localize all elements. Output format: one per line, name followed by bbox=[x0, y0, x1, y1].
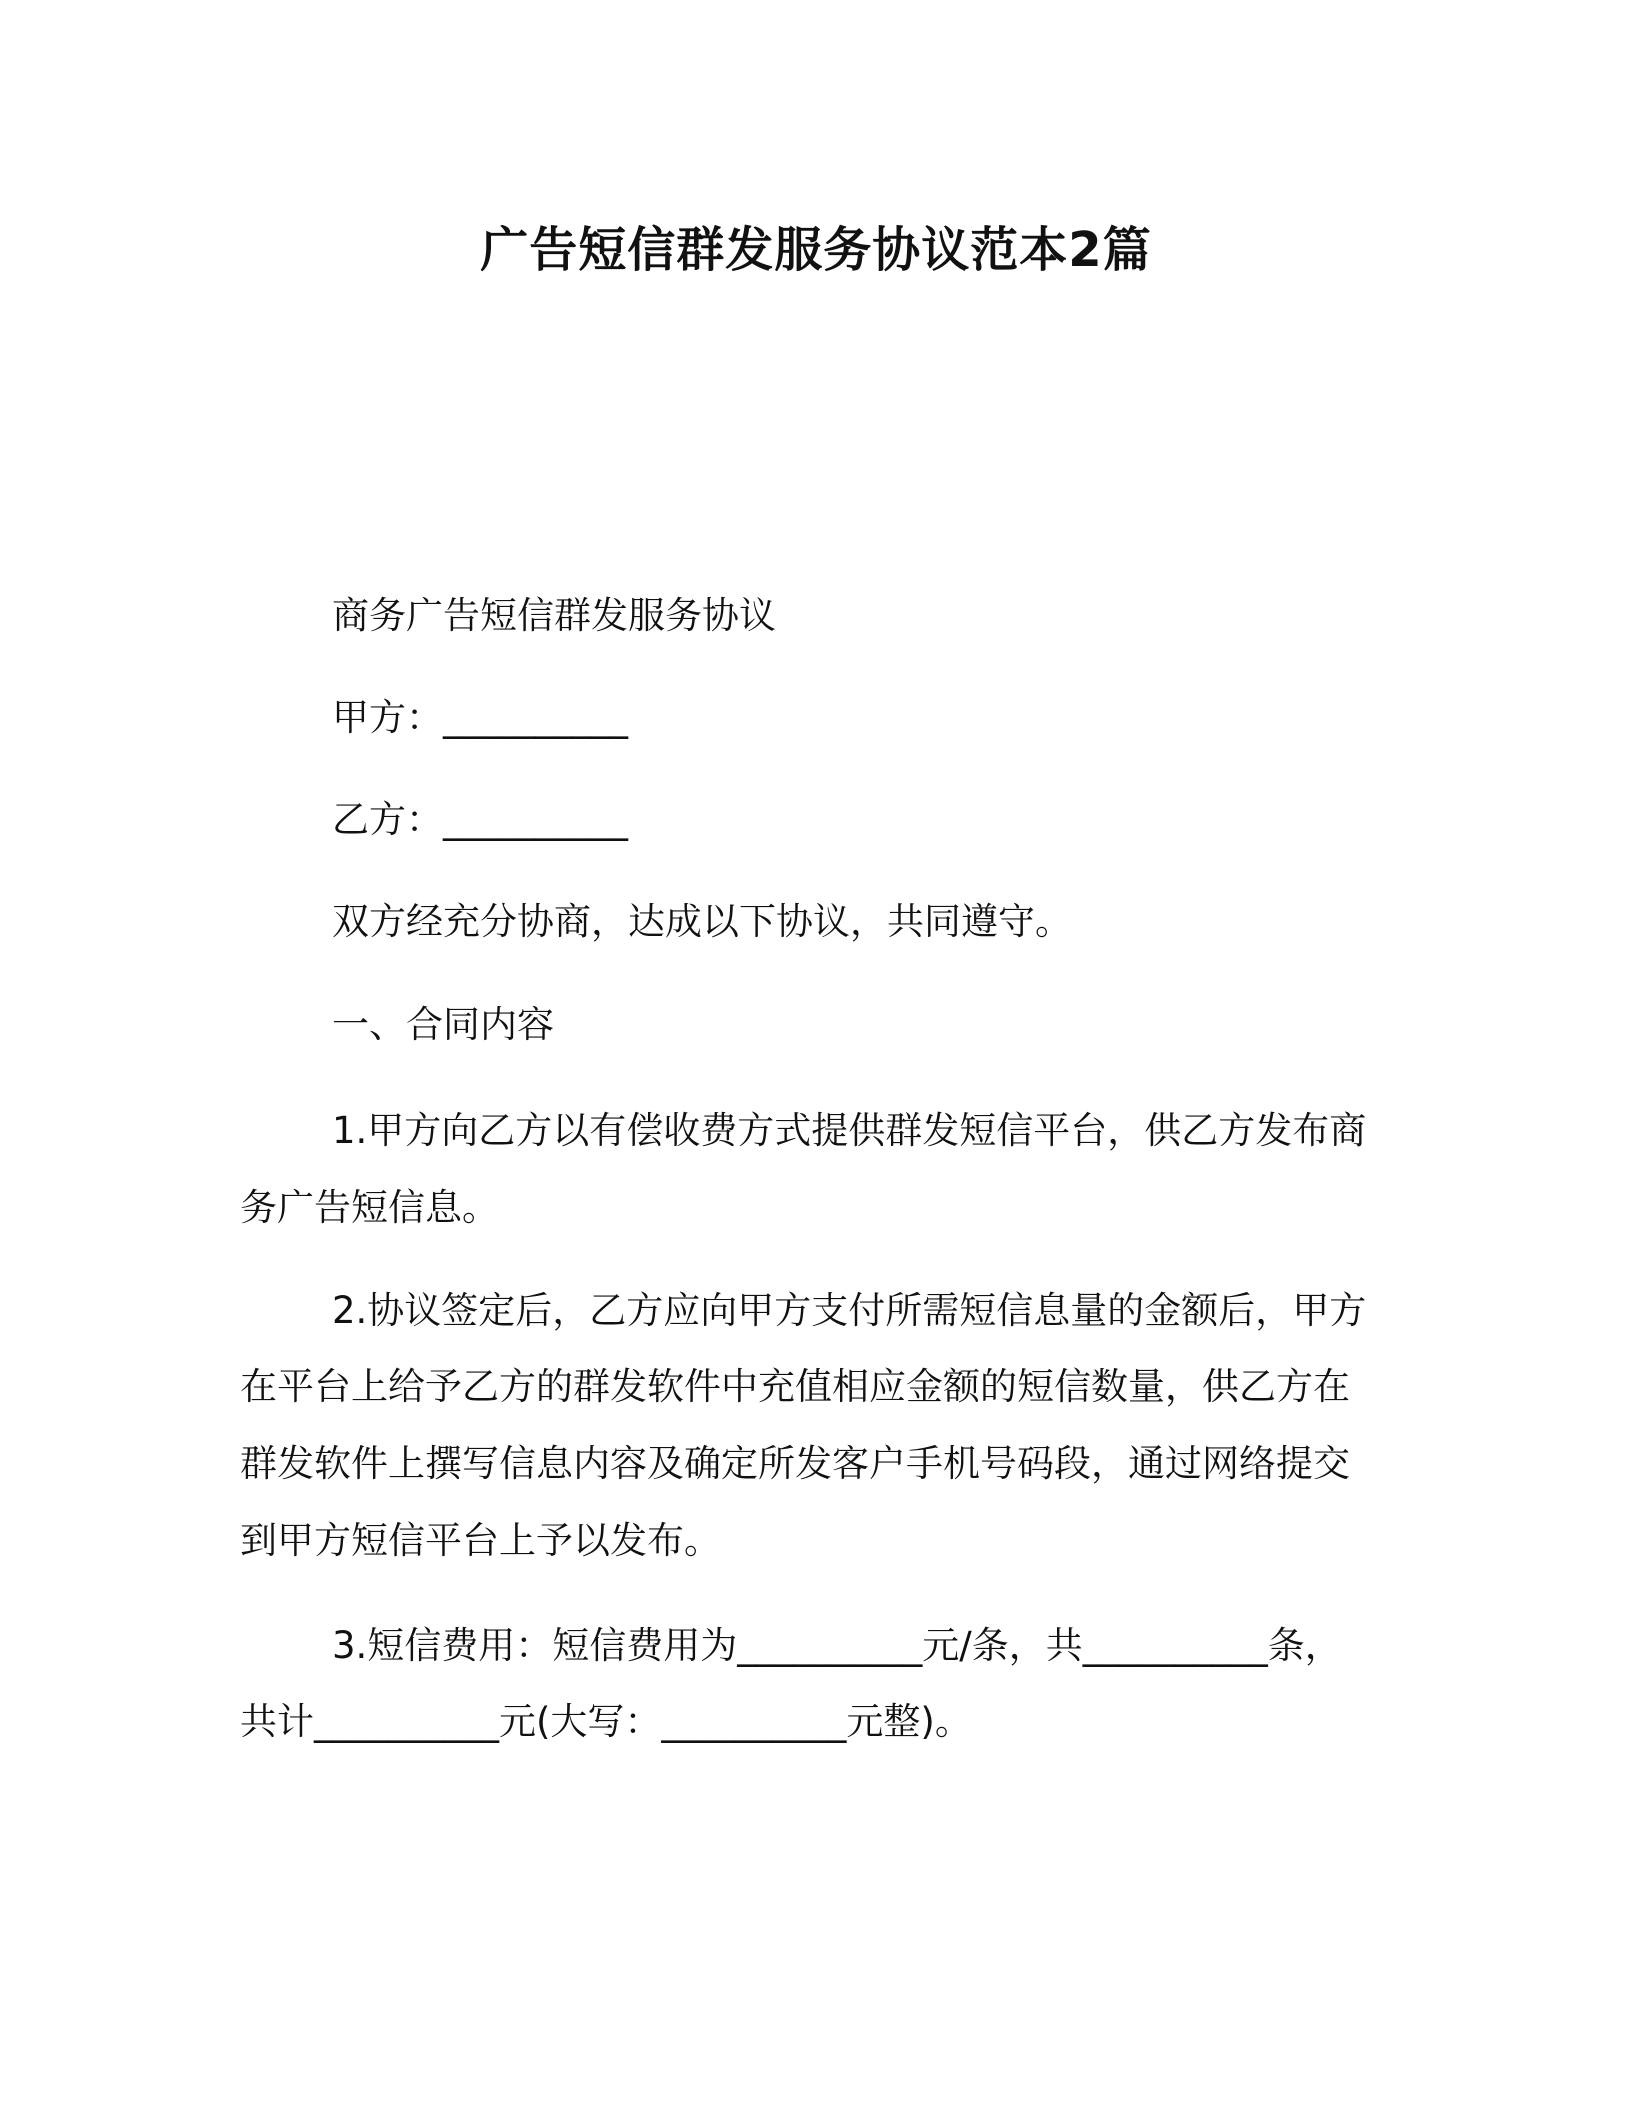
document-title: 广告短信群发服务协议范本2篇 bbox=[480, 222, 1152, 278]
clause-3-line-1: 3.短信费用：短信费用为__________元/条，共__________条， bbox=[332, 1624, 1342, 1667]
clause-1-line-1: 1.甲方向乙方以有偿收费方式提供群发短信平台，供乙方发布商 bbox=[332, 1109, 1367, 1152]
clause-1-line-2: 务广告短信息。 bbox=[240, 1186, 499, 1229]
clause-2-line-1: 2.协议签定后，乙方应向甲方支付所需短信息量的金额后，甲方 bbox=[332, 1289, 1367, 1332]
party-a-line: 甲方：__________ bbox=[332, 696, 628, 739]
clause-3-line-2: 共计__________元(大写：__________元整)。 bbox=[240, 1700, 972, 1743]
preamble-text: 双方经充分协商，达成以下协议，共同遵守。 bbox=[332, 900, 1072, 943]
section-heading: 一、合同内容 bbox=[332, 1003, 554, 1046]
clause-2-line-4: 到甲方短信平台上予以发布。 bbox=[240, 1519, 721, 1562]
party-b-line: 乙方：__________ bbox=[332, 798, 628, 841]
clause-2-line-3: 群发软件上撰写信息内容及确定所发客户手机号码段，通过网络提交 bbox=[240, 1442, 1350, 1485]
agreement-subtitle: 商务广告短信群发服务协议 bbox=[332, 594, 776, 637]
clause-2-line-2: 在平台上给予乙方的群发软件中充值相应金额的短信数量，供乙方在 bbox=[240, 1365, 1350, 1408]
